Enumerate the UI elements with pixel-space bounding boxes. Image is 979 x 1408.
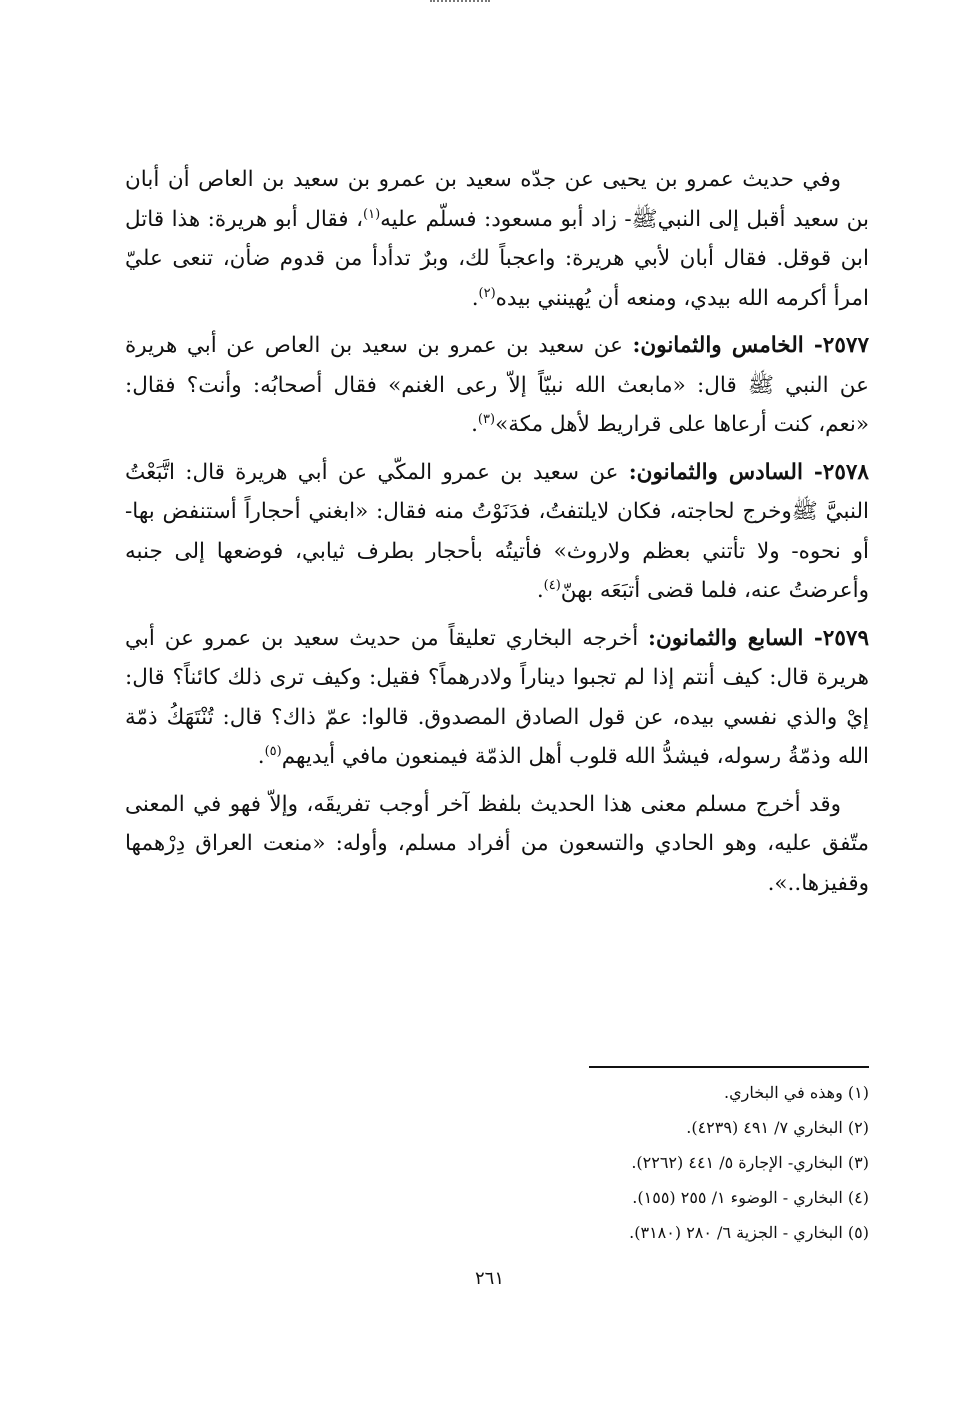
hadith-heading: ٢٥٧٩- السابع والثمانون: <box>648 625 869 651</box>
top-scan-mark <box>430 0 490 10</box>
hadith-2577 <box>125 326 869 445</box>
paragraph-text: . <box>471 285 479 311</box>
paragraph-text: وقد أخرج مسلم معنى هذا الحديث بلفظ آخر أوجب تفريقَه، وإلاّ فهو في المعنى متّفق عليه، وهو الحادي والتسعون من أفراد مسلم، وأوله: «منعت العراق دِرْهمها وقفيزها..». <box>125 791 869 896</box>
footnotes <box>129 1075 869 1250</box>
paragraph-text: عن سعيد بن عمرو المكّي عن أبي هريرة قال: اتَّبَعْتُ النبيَّ ﷺوخرج لحاجته، فكان لايلتفتُ، فدَنَوْتُ منه فقال: «ابغني أحجاراً أستنفض بها- أو نحوه- ولا تأتني بعظم ولاروث» فأتيتُه بأحجار بطرف ثيابي، فوضعها إلى جنبه وأعرضتُ عنه، فلما قضى أتبَعَه بهنّ <box>125 459 869 603</box>
hadith-2578 <box>125 453 869 611</box>
paragraph-text: . <box>536 578 544 603</box>
footnote-4: (٤) البخاري - الوضوء ١/ ٢٥٥ (١٥٥). <box>632 1188 869 1207</box>
footnote-5: (٥) البخاري - الجزية ٦/ ٢٨٠ (٣١٨٠). <box>629 1223 869 1242</box>
footnote-1: (١) وهذه في البخاري. <box>724 1083 869 1102</box>
paragraph-intro <box>125 160 869 318</box>
page-number: ٢٦١ <box>474 1268 504 1289</box>
footnote-ref: (١) <box>363 206 381 222</box>
hadith-2579 <box>125 619 869 777</box>
footnote-3: (٣) البخاري- الإجارة ٥/ ٤٤١ (٢٢٦٢). <box>631 1153 869 1172</box>
hadith-heading: ٢٥٧٧- الخامس والثمانون: <box>632 333 869 358</box>
paragraph-text: عن سعيد بن عمرو بن سعيد بن العاص عن أبي هريرة عن النبي ﷺ قال: «مابعث الله نبيّاً إلاّ رعى الغنم» فقال أصحابُه: وأنت؟ فقال: «نعم، كنت أرعاها على قراريط لأهل مكة» <box>125 333 869 437</box>
paragraph-text: . <box>257 744 265 769</box>
footnote-ref: (٣) <box>477 411 496 427</box>
paragraph-text: . <box>471 412 478 437</box>
hadith-heading: ٢٥٧٨- السادس والثمانون: <box>628 459 869 485</box>
footnote-2: (٢) البخاري ٧/ ٤٩١ (٤٢٣٩). <box>686 1118 869 1137</box>
paragraph-closing <box>125 785 869 904</box>
paragraph-text: ، فقال أبو هريرة: هذا قاتل ابن قوقل. فقال أبان لأبي هريرة: واعجباً لك، وبرٌ تدأدأ من قدوم ضأن، تنعى عليّ امرأ أكرمه الله بيدي، ومنعه أن يُهينني بيده <box>125 206 869 311</box>
paragraph-text: أخرجه البخاري تعليقاً من حديث سعيد بن عمرو عن أبي هريرة قال: كيف أنتم إذا لم تجبوا ديناراً ولادرهماً؟ فقيل: وكيف ترى ذلك كائناً؟ قال: إيْ والذي نفسي بيده، عن قول الصادق المصدوق. قالوا: عمّ ذاك؟ قال: تُنْتَهَكُ ذمّة الله وذمّةُ رسوله، فيشدُّ الله قلوب أهل الذمّة فيمنعون مافي أيديهم <box>125 625 869 769</box>
footnote-ref: (٥) <box>264 743 282 759</box>
footnote-ref: (٤) <box>543 577 561 593</box>
footnote-ref: (٢) <box>478 285 496 301</box>
paragraph-text: وفي حديث عمرو بن يحيى عن جدّه سعيد بن عمرو بن سعيد بن العاص أن أبان بن سعيد أقبل إلى النبيﷺ- زاد أبو مسعود: فسلّم عليه <box>125 167 869 232</box>
footnote-divider <box>589 1066 869 1068</box>
main-text <box>125 160 869 903</box>
